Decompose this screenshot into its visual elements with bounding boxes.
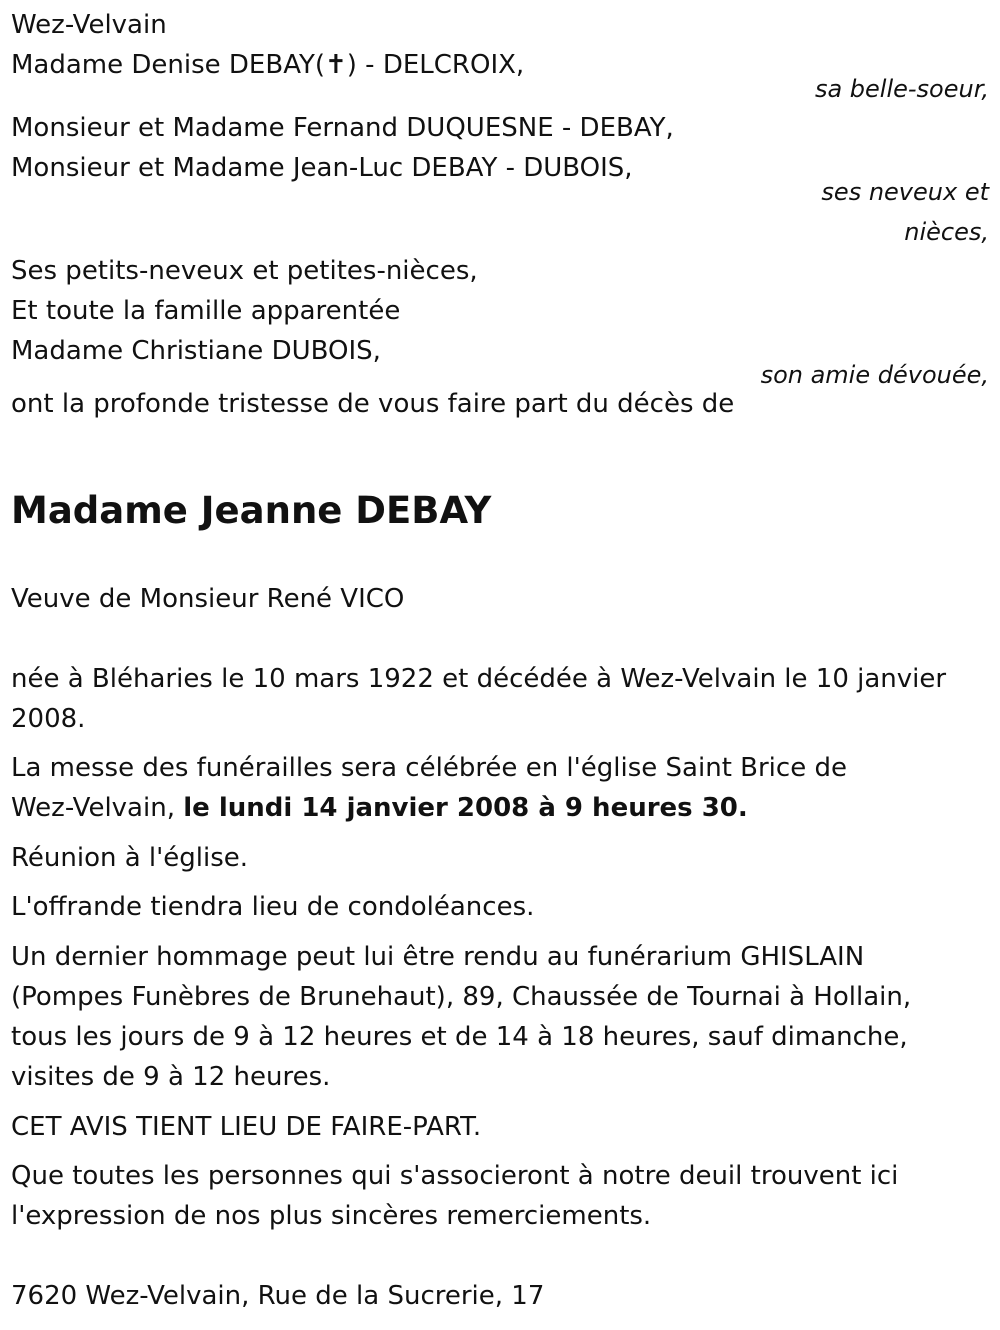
nephew-name-1: Monsieur et Madame Fernand DUQUESNE - DEBAY, (11, 113, 674, 143)
sister-in-law-name: Madame Denise DEBAY(✝) - DELCROIX, (11, 50, 525, 80)
birth-death-line-2: 2008. (11, 704, 86, 734)
grand-nephews: Ses petits-neveux et petites-nièces, (11, 256, 478, 286)
address: 7620 Wez-Velvain, Rue de la Sucrerie, 17 (11, 1281, 545, 1311)
offering-info: L'offrande tiendra lieu de condoléances. (11, 892, 535, 922)
friend-name: Madame Christiane DUBOIS, (11, 336, 381, 366)
notice: CET AVIS TIENT LIEU DE FAIRE-PART. (11, 1112, 482, 1142)
deceased-name: Madame Jeanne DEBAY (11, 489, 492, 532)
tribute-line-3: tous les jours de 9 à 12 heures et de 14 à 18 heures, sauf dimanche, (11, 1022, 908, 1052)
thanks-line-1: Que toutes les personnes qui s'associeront à notre deuil trouvent ici (11, 1161, 899, 1191)
extended-family: Et toute la famille apparentée (11, 296, 401, 326)
nephews-role-line-2: nièces, (904, 218, 989, 246)
mass-datetime: le lundi 14 janvier 2008 à 9 heures 30. (183, 793, 748, 823)
widow-of: Veuve de Monsieur René VICO (11, 584, 405, 614)
friend-role: son amie dévouée, (760, 361, 989, 389)
tribute-line-1: Un dernier hommage peut lui être rendu au funérarium GHISLAIN (11, 942, 865, 972)
tribute-line-4: visites de 9 à 12 heures. (11, 1062, 331, 1092)
mass-line-2 (11, 788, 748, 828)
nephews-role-line-1: ses neveux et (821, 178, 989, 206)
family-city: Wez-Velvain (11, 10, 167, 40)
birth-death-line-1: née à Bléharies le 10 mars 1922 et décédée à Wez-Velvain le 10 janvier (11, 664, 947, 694)
mass-location: Wez-Velvain, (11, 793, 175, 823)
mass-line-1: La messe des funérailles sera célébrée en l'église Saint Brice de (11, 753, 847, 783)
thanks-line-2: l'expression de nos plus sincères remerciements. (11, 1201, 652, 1231)
tribute-line-2: (Pompes Funèbres de Brunehaut), 89, Chaussée de Tournai à Hollain, (11, 982, 912, 1012)
meeting-info: Réunion à l'église. (11, 843, 249, 873)
nephew-name-2: Monsieur et Madame Jean-Luc DEBAY - DUBOIS, (11, 153, 633, 183)
sister-in-law-role: sa belle-soeur, (814, 75, 989, 103)
announcement-intro: ont la profonde tristesse de vous faire part du décès de (11, 389, 735, 419)
